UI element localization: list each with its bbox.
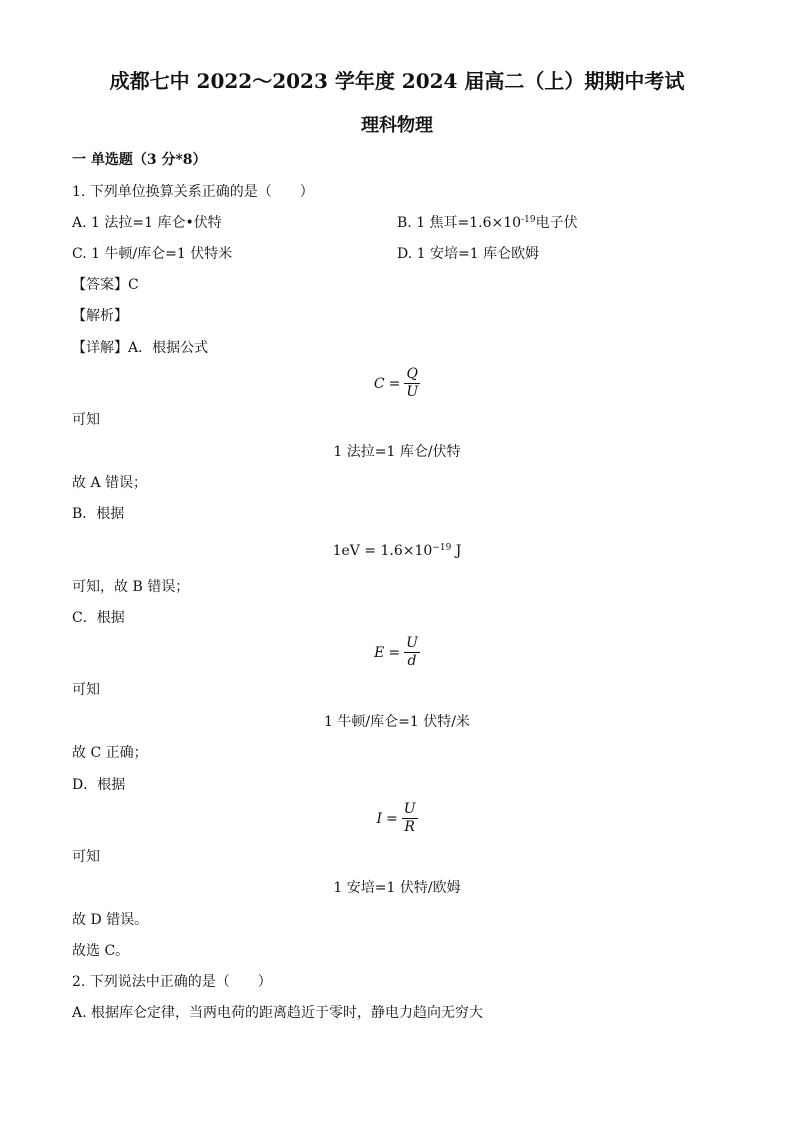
- exam-title: 成都七中 2022～2023 学年度 2024 届高二（上）期期中考试: [109, 69, 685, 93]
- denominator: R: [404, 819, 415, 835]
- q1-option-c: C. 1 牛顿/库仑=1 伏特米: [72, 246, 233, 262]
- formula-current: [0, 801, 794, 836]
- formula-lhs: C: [373, 375, 385, 392]
- equation-b: [0, 542, 794, 560]
- q1-stem: 1. 下列单位换算关系正确的是（ ）: [72, 184, 314, 200]
- q2-stem: 2. 下列说法中正确的是（ ）: [72, 974, 272, 990]
- equals-sign: =: [388, 644, 401, 661]
- q1-option-b-unit: 电子伏: [535, 215, 578, 231]
- q1-option-d: D. 1 安培=1 库仑欧姆: [397, 246, 540, 262]
- b-label: B．根据: [72, 506, 125, 522]
- wrong-a: 故 A 错误；: [72, 475, 148, 491]
- q2-option-a: A. 根据库仑定律，当两电荷的距离趋近于零时，静电力趋向无穷大: [72, 1005, 484, 1021]
- formula-capacitance: [0, 366, 794, 401]
- c-label: C．根据: [72, 610, 125, 626]
- numerator: U: [406, 635, 418, 651]
- d-label: D．根据: [72, 777, 126, 793]
- formula-lhs: E: [374, 644, 385, 661]
- know-3: 可知: [72, 849, 100, 865]
- know-1: 可知: [72, 412, 100, 428]
- equation-c: 1 牛顿/库仑=1 伏特/米: [324, 714, 470, 730]
- section-heading: 一 单选题（3 分*8）: [72, 152, 207, 168]
- q1-option-b-exponent: -19: [521, 215, 536, 225]
- q1-option-b-base: B. 1 焦耳=1.6×10: [397, 215, 522, 231]
- wrong-d: 故 D 错误。: [72, 912, 149, 928]
- eq-b-unit: J: [451, 543, 462, 559]
- fraction: [404, 366, 420, 401]
- formula-field: [0, 635, 794, 670]
- denominator: U: [406, 384, 419, 400]
- right-c: 故 C 正确；: [72, 745, 148, 761]
- q1-option-a: A. 1 法拉=1 库仑•伏特: [72, 215, 222, 231]
- equation-d: 1 安培=1 伏特/欧姆: [333, 880, 461, 896]
- fraction: [404, 635, 420, 670]
- analysis-label: 【解析】: [72, 308, 128, 324]
- choose-line: 故选 C。: [72, 943, 130, 959]
- equals-sign: =: [385, 810, 398, 827]
- equals-sign: =: [388, 375, 401, 392]
- formula-lhs: I: [376, 810, 382, 827]
- eq-b-exponent: −19: [432, 543, 452, 553]
- eq-b-base: 1eV = 1.6×10: [332, 543, 433, 559]
- answer-line: 【答案】C: [72, 277, 139, 293]
- q1-option-b: [397, 214, 578, 232]
- know-b: 可知，故 B 错误；: [72, 579, 190, 595]
- numerator: Q: [406, 366, 418, 382]
- know-2: 可知: [72, 682, 100, 698]
- fraction: [402, 801, 418, 836]
- equation-a: 1 法拉=1 库仑/伏特: [333, 444, 461, 460]
- denominator: d: [407, 653, 417, 669]
- detail-a: 【详解】A．根据公式: [72, 340, 209, 356]
- numerator: U: [403, 801, 416, 817]
- subject-title: 理科物理: [361, 115, 433, 136]
